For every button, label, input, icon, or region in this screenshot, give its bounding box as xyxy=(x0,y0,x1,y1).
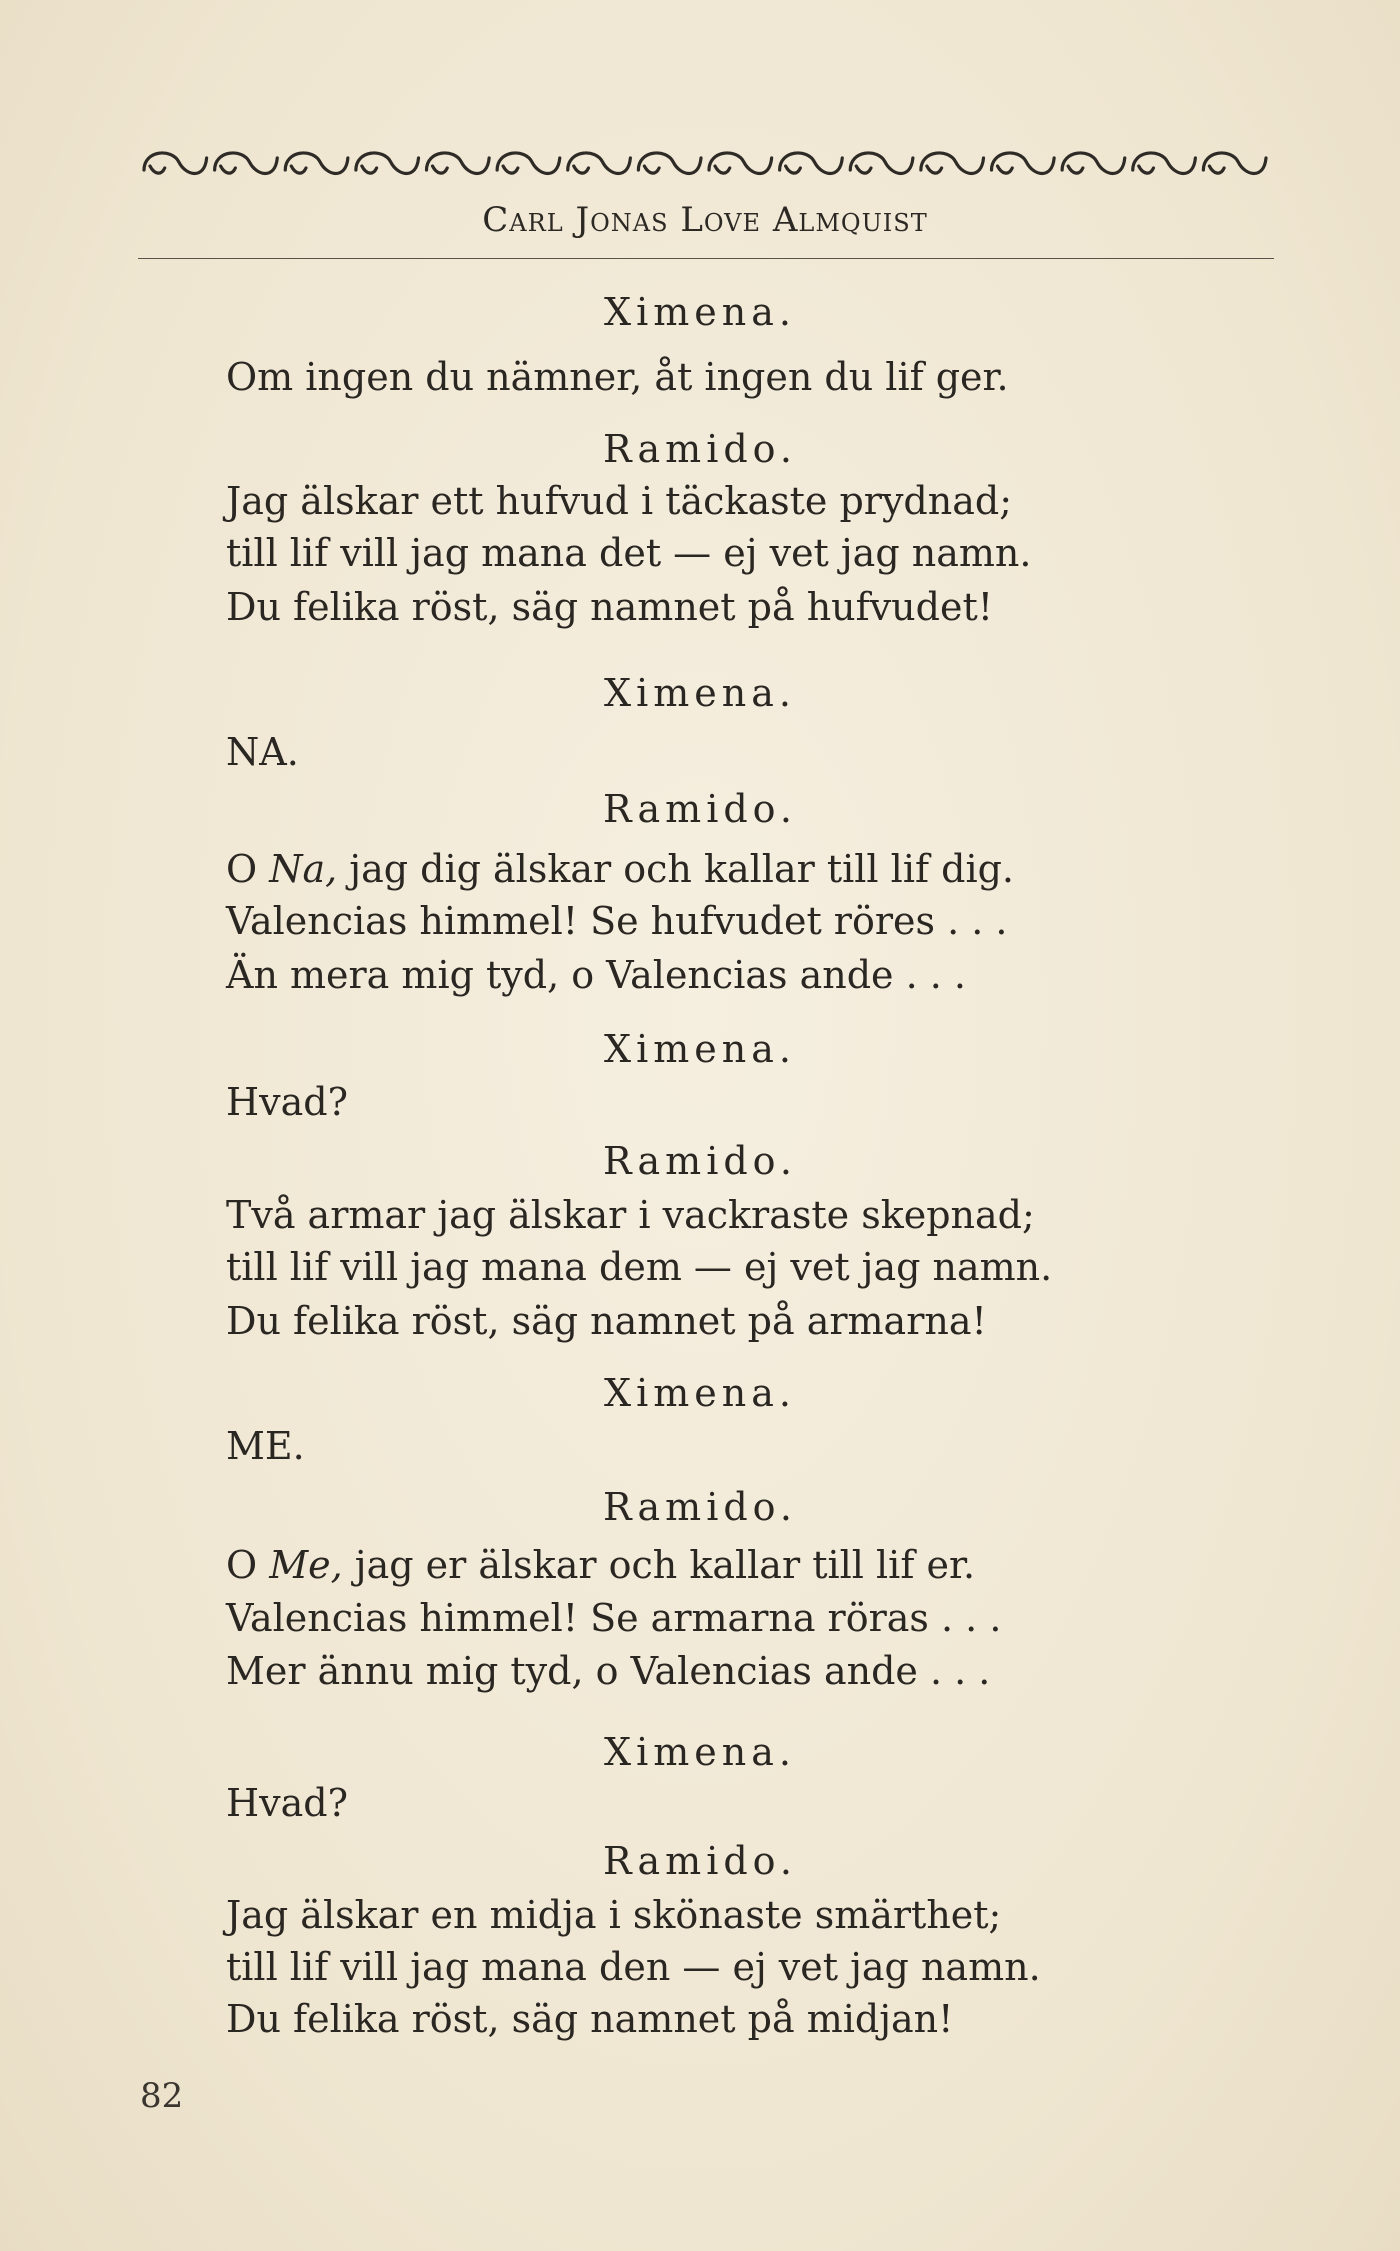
verse-text: O xyxy=(226,1543,270,1587)
ornament-scroll xyxy=(215,153,278,174)
speaker-name: Ximena. xyxy=(604,1730,796,1774)
ornament-scroll xyxy=(709,153,772,174)
ornament-scroll xyxy=(568,153,631,174)
verse-line xyxy=(226,847,1015,891)
verse-line: Jag älskar ett hufvud i täckaste prydnad; xyxy=(226,479,1012,523)
page-number: 82 xyxy=(140,2076,184,2116)
speaker-name: Ximena. xyxy=(604,290,796,334)
running-title: Carl Jonas Love Almquist xyxy=(482,200,928,240)
verse-line: Om ingen du nämner, åt ingen du lif ger. xyxy=(226,355,1009,399)
verse-line: Du felika röst, säg namnet på midjan! xyxy=(226,1997,954,2041)
italic-name: Me, xyxy=(269,1543,343,1587)
verse-line: Valencias himmel! Se armarna röras . . . xyxy=(226,1596,1002,1640)
verse-line: till lif vill jag mana den — ej vet jag namn. xyxy=(226,1945,1041,1989)
verse-text: jag er älskar och kallar till lif er. xyxy=(342,1543,976,1587)
speaker-name: Ramido. xyxy=(603,1139,797,1183)
verse-line: Jag älskar en midja i skönaste smärthet; xyxy=(226,1893,1002,1937)
speaker-name: Ximena. xyxy=(604,1371,796,1415)
verse-line: Än mera mig tyd, o Valencias ande . . . xyxy=(226,953,966,997)
ornament-scroll xyxy=(1203,153,1266,174)
verse-line: Valencias himmel! Se hufvudet röres . . . xyxy=(226,899,1008,943)
ornament-scroll xyxy=(144,153,207,174)
speaker-name: Ximena. xyxy=(604,671,796,715)
ornament-scroll xyxy=(780,153,843,174)
verse-line: Du felika röst, säg namnet på armarna! xyxy=(226,1299,987,1343)
verse-text: O xyxy=(226,847,270,891)
verse-line: till lif vill jag mana det — ej vet jag namn. xyxy=(226,531,1032,575)
verse-line: ME. xyxy=(226,1424,305,1468)
speaker-name: Ramido. xyxy=(603,427,797,471)
speaker-name: Ramido. xyxy=(603,787,797,831)
speaker-name: Ramido. xyxy=(603,1839,797,1883)
ornament-scroll xyxy=(497,153,560,174)
ornament-scroll xyxy=(992,153,1055,174)
verse-line: Hvad? xyxy=(226,1080,348,1124)
decorative-ornament-border xyxy=(140,140,1270,186)
ornament-scroll xyxy=(285,153,348,174)
speaker-name: Ramido. xyxy=(603,1485,797,1529)
ornament-scroll xyxy=(427,153,490,174)
ornament-scroll xyxy=(638,153,701,174)
verse-line: till lif vill jag mana dem — ej vet jag namn. xyxy=(226,1245,1053,1289)
header-rule xyxy=(138,258,1274,259)
italic-name: Na, xyxy=(269,847,338,891)
verse-line: Mer ännu mig tyd, o Valencias ande . . . xyxy=(226,1649,991,1693)
ornament-scroll xyxy=(921,153,984,174)
verse-line: NA. xyxy=(226,730,299,774)
verse-line: Hvad? xyxy=(226,1781,348,1825)
verse-text: jag dig älskar och kallar till lif dig. xyxy=(337,847,1015,891)
verse-line xyxy=(226,1543,976,1587)
ornament-scroll xyxy=(1062,153,1125,174)
ornament-scroll xyxy=(1133,153,1196,174)
ornament-scroll xyxy=(850,153,913,174)
verse-line: Två armar jag älskar i vackraste skepnad; xyxy=(226,1193,1035,1237)
speaker-name: Ximena. xyxy=(604,1027,796,1071)
ornament-scroll xyxy=(356,153,419,174)
verse-line: Du felika röst, säg namnet på hufvudet! xyxy=(226,585,994,629)
